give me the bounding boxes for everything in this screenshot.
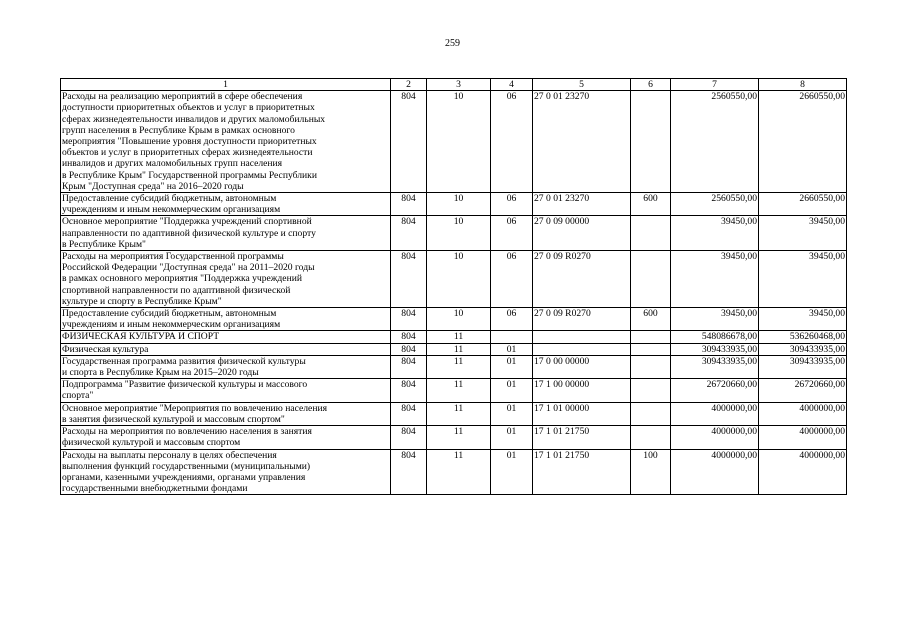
section-code-cell: 10 bbox=[427, 251, 491, 308]
target-article-cell: 17 1 01 21750 bbox=[533, 449, 631, 495]
table-row bbox=[61, 402, 847, 425]
expense-type-cell: 100 bbox=[631, 449, 671, 495]
amount-2-cell: 4000000,00 bbox=[759, 426, 847, 449]
target-article-cell: 27 0 01 23270 bbox=[533, 91, 631, 193]
ministry-code-cell: 804 bbox=[391, 402, 427, 425]
subsection-code-cell: 01 bbox=[491, 402, 533, 425]
header-cell-amount-2: 8 bbox=[759, 79, 847, 91]
budget-table bbox=[60, 78, 847, 495]
amount-2-cell: 536260468,00 bbox=[759, 331, 847, 343]
target-article-cell bbox=[533, 343, 631, 355]
subsection-code-cell: 06 bbox=[491, 216, 533, 251]
table-body bbox=[61, 91, 847, 495]
amount-2-cell: 309433935,00 bbox=[759, 355, 847, 378]
expense-type-cell bbox=[631, 251, 671, 308]
header-cell-ministry: 2 bbox=[391, 79, 427, 91]
ministry-code-cell: 804 bbox=[391, 449, 427, 495]
section-code-cell: 11 bbox=[427, 426, 491, 449]
name-cell: Предоставление субсидий бюджетным, автономным учреждениям и иным некоммерческим организациям bbox=[61, 308, 391, 331]
name-cell: Государственная программа развития физической культуры и спорта в Республике Крым на 2015–2020 годы bbox=[61, 355, 391, 378]
subsection-code-cell: 01 bbox=[491, 379, 533, 402]
expense-type-cell bbox=[631, 343, 671, 355]
amount-2-cell: 4000000,00 bbox=[759, 449, 847, 495]
target-article-cell: 17 0 00 00000 bbox=[533, 355, 631, 378]
expense-type-cell bbox=[631, 91, 671, 193]
header-cell-name: 1 bbox=[61, 79, 391, 91]
table-row bbox=[61, 216, 847, 251]
name-cell: Подпрограмма "Развитие физической культуры и массового спорта" bbox=[61, 379, 391, 402]
target-article-cell bbox=[533, 331, 631, 343]
amount-1-cell: 309433935,00 bbox=[671, 343, 759, 355]
header-cell-subsection: 4 bbox=[491, 79, 533, 91]
ministry-code-cell: 804 bbox=[391, 308, 427, 331]
amount-2-cell: 309433935,00 bbox=[759, 343, 847, 355]
expense-type-cell bbox=[631, 331, 671, 343]
section-code-cell: 10 bbox=[427, 308, 491, 331]
subsection-code-cell: 01 bbox=[491, 355, 533, 378]
name-cell: Основное мероприятие "Поддержка учреждений спортивной направленности по адаптивной физической культуре и спорту в Республике Крым" bbox=[61, 216, 391, 251]
table-row bbox=[61, 308, 847, 331]
name-cell: Расходы на реализацию мероприятий в сфере обеспечения доступности приоритетных объектов и услуг в приоритетных сферах жизнедеятельности инвалидов и других маломобильных групп населения в Республике Крым в рамках основного мероприятия "Повышение уровня доступности приоритетных объектов и услуг в приоритетных сферах жизнедеятельности инвалидов и других маломобильных групп населения в Республике Крым" Государственной программы Республики Крым "Доступная среда" на 2016–2020 годы bbox=[61, 91, 391, 193]
section-code-cell: 11 bbox=[427, 379, 491, 402]
subsection-code-cell: 06 bbox=[491, 308, 533, 331]
ministry-code-cell: 804 bbox=[391, 426, 427, 449]
amount-1-cell: 4000000,00 bbox=[671, 426, 759, 449]
table-row bbox=[61, 331, 847, 343]
table-row bbox=[61, 251, 847, 308]
page-number: 259 bbox=[445, 38, 460, 49]
amount-2-cell: 39450,00 bbox=[759, 216, 847, 251]
target-article-cell: 27 0 09 R0270 bbox=[533, 308, 631, 331]
section-code-cell: 11 bbox=[427, 402, 491, 425]
amount-1-cell: 2560550,00 bbox=[671, 91, 759, 193]
subsection-code-cell: 06 bbox=[491, 91, 533, 193]
name-cell: Расходы на мероприятия Государственной программы Российской Федерации "Доступная среда" на 2011–2020 годы в рамках основного мероприятия "Поддержка учреждений спортивной направленности по адаптивной физической культуре и спорту в Республике Крым" bbox=[61, 251, 391, 308]
target-article-cell: 17 1 00 00000 bbox=[533, 379, 631, 402]
target-article-cell: 17 1 01 21750 bbox=[533, 426, 631, 449]
expense-type-cell bbox=[631, 355, 671, 378]
amount-2-cell: 2660550,00 bbox=[759, 193, 847, 216]
table-row bbox=[61, 355, 847, 378]
header-cell-section: 3 bbox=[427, 79, 491, 91]
subsection-code-cell: 06 bbox=[491, 251, 533, 308]
section-code-cell: 11 bbox=[427, 355, 491, 378]
amount-1-cell: 4000000,00 bbox=[671, 449, 759, 495]
section-code-cell: 10 bbox=[427, 91, 491, 193]
amount-2-cell: 39450,00 bbox=[759, 308, 847, 331]
amount-2-cell: 26720660,00 bbox=[759, 379, 847, 402]
table-row bbox=[61, 449, 847, 495]
header-row bbox=[61, 79, 847, 91]
name-cell: ФИЗИЧЕСКАЯ КУЛЬТУРА И СПОРТ bbox=[61, 331, 391, 343]
amount-1-cell: 39450,00 bbox=[671, 216, 759, 251]
section-code-cell: 10 bbox=[427, 193, 491, 216]
amount-2-cell: 2660550,00 bbox=[759, 91, 847, 193]
amount-2-cell: 4000000,00 bbox=[759, 402, 847, 425]
amount-1-cell: 26720660,00 bbox=[671, 379, 759, 402]
amount-1-cell: 2560550,00 bbox=[671, 193, 759, 216]
ministry-code-cell: 804 bbox=[391, 355, 427, 378]
table-row bbox=[61, 379, 847, 402]
amount-1-cell: 4000000,00 bbox=[671, 402, 759, 425]
header-cell-amount-1: 7 bbox=[671, 79, 759, 91]
section-code-cell: 11 bbox=[427, 343, 491, 355]
amount-1-cell: 548086678,00 bbox=[671, 331, 759, 343]
subsection-code-cell: 06 bbox=[491, 193, 533, 216]
subsection-code-cell: 01 bbox=[491, 449, 533, 495]
section-code-cell: 11 bbox=[427, 331, 491, 343]
target-article-cell: 27 0 01 23270 bbox=[533, 193, 631, 216]
name-cell: Расходы на выплаты персоналу в целях обеспечения выполнения функций государственными (муниципальными) органами, казенными учреждениями, органами управления государственными внебюджетными фондами bbox=[61, 449, 391, 495]
ministry-code-cell: 804 bbox=[391, 216, 427, 251]
section-code-cell: 11 bbox=[427, 449, 491, 495]
amount-1-cell: 309433935,00 bbox=[671, 355, 759, 378]
ministry-code-cell: 804 bbox=[391, 331, 427, 343]
expense-type-cell: 600 bbox=[631, 193, 671, 216]
subsection-code-cell: 01 bbox=[491, 426, 533, 449]
expense-type-cell bbox=[631, 216, 671, 251]
name-cell: Расходы на мероприятия по вовлечению населения в занятия физической культурой и массовым спортом bbox=[61, 426, 391, 449]
header-cell-target-article: 5 bbox=[533, 79, 631, 91]
target-article-cell: 27 0 09 00000 bbox=[533, 216, 631, 251]
expense-type-cell bbox=[631, 426, 671, 449]
expense-type-cell bbox=[631, 402, 671, 425]
amount-1-cell: 39450,00 bbox=[671, 251, 759, 308]
amount-2-cell: 39450,00 bbox=[759, 251, 847, 308]
name-cell: Физическая культура bbox=[61, 343, 391, 355]
table-row bbox=[61, 91, 847, 193]
expense-type-cell: 600 bbox=[631, 308, 671, 331]
table-row bbox=[61, 193, 847, 216]
name-cell: Предоставление субсидий бюджетным, автономным учреждениям и иным некоммерческим организациям bbox=[61, 193, 391, 216]
ministry-code-cell: 804 bbox=[391, 343, 427, 355]
ministry-code-cell: 804 bbox=[391, 251, 427, 308]
amount-1-cell: 39450,00 bbox=[671, 308, 759, 331]
target-article-cell: 17 1 01 00000 bbox=[533, 402, 631, 425]
expense-type-cell bbox=[631, 379, 671, 402]
table-header bbox=[61, 79, 847, 91]
target-article-cell: 27 0 09 R0270 bbox=[533, 251, 631, 308]
section-code-cell: 10 bbox=[427, 216, 491, 251]
subsection-code-cell: 01 bbox=[491, 343, 533, 355]
table-row bbox=[61, 343, 847, 355]
header-cell-expense-type: 6 bbox=[631, 79, 671, 91]
ministry-code-cell: 804 bbox=[391, 193, 427, 216]
table-row bbox=[61, 426, 847, 449]
subsection-code-cell bbox=[491, 331, 533, 343]
name-cell: Основное мероприятие "Мероприятия по вовлечению населения в занятия физической культурой и массовым спортом" bbox=[61, 402, 391, 425]
ministry-code-cell: 804 bbox=[391, 91, 427, 193]
ministry-code-cell: 804 bbox=[391, 379, 427, 402]
